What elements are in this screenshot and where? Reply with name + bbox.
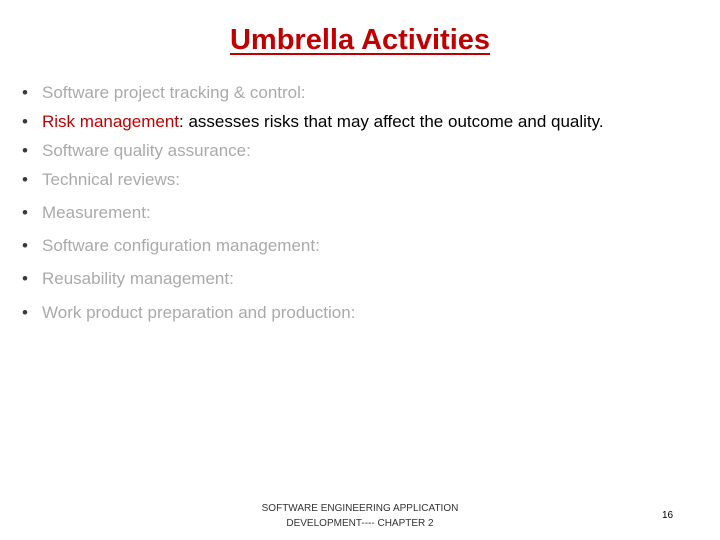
bullet-item bbox=[22, 268, 234, 290]
page-number: 16 bbox=[662, 510, 674, 521]
footer-line-2: DEVELOPMENT---- CHAPTER 2 bbox=[286, 518, 434, 529]
bullet-heading: Risk management bbox=[42, 112, 180, 131]
bullet-icon: • bbox=[22, 170, 28, 189]
bullet-heading: Work product preparation and production bbox=[42, 303, 351, 322]
bullet-item bbox=[22, 202, 151, 224]
bullet-icon: • bbox=[22, 83, 28, 102]
bullet-item bbox=[22, 82, 306, 104]
bullet-item bbox=[22, 302, 355, 324]
bullet-heading: Technical reviews bbox=[42, 170, 176, 189]
bullet-heading: Software quality assurance bbox=[42, 141, 247, 160]
bullet-heading: Software configuration management bbox=[42, 236, 316, 255]
bullet-icon: • bbox=[22, 236, 28, 255]
bullet-colon: : bbox=[315, 236, 320, 255]
slide-title: Umbrella Activities bbox=[229, 24, 491, 56]
bullet-icon: • bbox=[22, 112, 28, 131]
bullet-icon: • bbox=[22, 203, 28, 222]
bullet-item bbox=[22, 140, 251, 162]
footer-line-1: SOFTWARE ENGINEERING APPLICATION bbox=[261, 503, 459, 514]
bullet-colon: : bbox=[350, 303, 356, 322]
bullet-icon: • bbox=[22, 269, 28, 288]
bullet-heading: Measurement bbox=[42, 203, 146, 222]
bullet-colon: : bbox=[229, 269, 234, 288]
bullet-colon: : bbox=[246, 141, 251, 160]
bullet-item bbox=[22, 169, 180, 191]
slide-footer bbox=[240, 501, 480, 531]
bullet-colon: : bbox=[145, 203, 151, 222]
bullet-icon: • bbox=[22, 303, 28, 322]
bullet-colon: : bbox=[179, 112, 184, 131]
bullet-heading: Reusability management bbox=[42, 269, 230, 288]
bullet-colon: : bbox=[175, 170, 180, 189]
bullet-icon: • bbox=[22, 141, 28, 160]
bullet-item bbox=[22, 235, 320, 257]
bullet-heading: Software project tracking & control bbox=[42, 83, 301, 102]
bullet-text: assesses risks that may affect the outcome and quality. bbox=[183, 112, 604, 131]
bullet-item bbox=[22, 111, 604, 133]
bullet-colon: : bbox=[300, 83, 306, 102]
